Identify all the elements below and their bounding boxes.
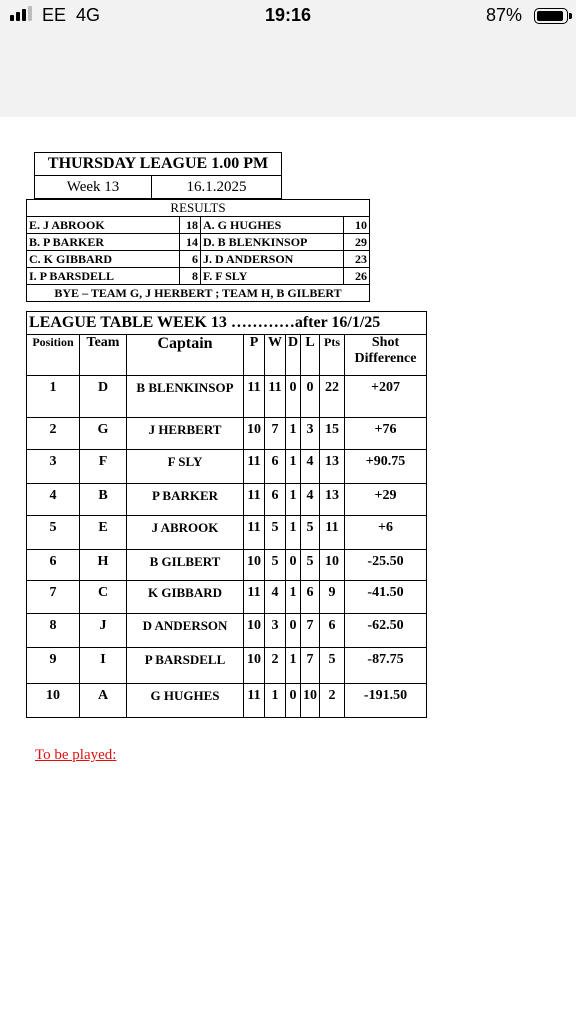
position-cell: 7	[27, 581, 80, 614]
to-be-played-link[interactable]: To be played:	[35, 747, 117, 763]
week-label: Week 13	[35, 176, 152, 199]
home-score: 18	[180, 217, 201, 234]
home-team: B. P BARKER	[27, 234, 180, 251]
position-cell: 1	[27, 376, 80, 418]
col-header-shot-difference: Shot Difference	[345, 335, 427, 376]
drawn-cell: 1	[286, 484, 301, 516]
points-cell: 10	[320, 550, 345, 581]
drawn-cell: 0	[286, 614, 301, 648]
drawn-cell: 1	[286, 418, 301, 450]
shot-difference-cell: +90.75	[345, 450, 427, 484]
drawn-cell: 1	[286, 450, 301, 484]
shot-difference-cell: +29	[345, 484, 427, 516]
team-cell: C	[80, 581, 127, 614]
captain-cell: J HERBERT	[127, 418, 244, 450]
home-score: 6	[180, 251, 201, 268]
away-team: J. D ANDERSON	[201, 251, 344, 268]
played-cell: 11	[244, 581, 265, 614]
won-cell: 5	[265, 550, 286, 581]
drawn-cell: 0	[286, 550, 301, 581]
played-cell: 11	[244, 684, 265, 718]
team-cell: H	[80, 550, 127, 581]
points-cell: 13	[320, 484, 345, 516]
shot-difference-cell: -41.50	[345, 581, 427, 614]
status-bar	[0, 0, 576, 117]
lost-cell: 3	[301, 418, 320, 450]
team-cell: A	[80, 684, 127, 718]
position-cell: 10	[27, 684, 80, 718]
table-row	[27, 684, 427, 718]
won-cell: 7	[265, 418, 286, 450]
lost-cell: 7	[301, 614, 320, 648]
won-cell: 5	[265, 516, 286, 550]
played-cell: 11	[244, 516, 265, 550]
played-cell: 11	[244, 484, 265, 516]
points-cell: 15	[320, 418, 345, 450]
position-cell: 3	[27, 450, 80, 484]
col-header-played: P	[244, 335, 265, 376]
lost-cell: 0	[301, 376, 320, 418]
table-row	[27, 484, 427, 516]
lost-cell: 7	[301, 648, 320, 684]
captain-cell: P BARSDELL	[127, 648, 244, 684]
home-team: I. P BARSDELL	[27, 268, 180, 285]
lost-cell: 5	[301, 550, 320, 581]
points-cell: 2	[320, 684, 345, 718]
team-cell: J	[80, 614, 127, 648]
away-score: 23	[344, 251, 370, 268]
away-team: A. G HUGHES	[201, 217, 344, 234]
away-score: 26	[344, 268, 370, 285]
col-header-drawn: D	[286, 335, 301, 376]
col-header-team: Team	[80, 335, 127, 376]
table-row	[27, 648, 427, 684]
away-team: D. B BLENKINSOP	[201, 234, 344, 251]
result-row	[27, 268, 370, 285]
won-cell: 1	[265, 684, 286, 718]
points-cell: 22	[320, 376, 345, 418]
date-label: 16.1.2025	[152, 176, 282, 199]
bye-note: BYE – TEAM G, J HERBERT ; TEAM H, B GILBERT	[27, 285, 370, 302]
shot-difference-cell: -25.50	[345, 550, 427, 581]
team-cell: E	[80, 516, 127, 550]
played-cell: 10	[244, 614, 265, 648]
played-cell: 10	[244, 418, 265, 450]
position-cell: 6	[27, 550, 80, 581]
played-cell: 11	[244, 376, 265, 418]
lost-cell: 4	[301, 450, 320, 484]
lost-cell: 6	[301, 581, 320, 614]
league-title: THURSDAY LEAGUE 1.00 PM	[35, 153, 282, 176]
result-row	[27, 217, 370, 234]
drawn-cell: 0	[286, 376, 301, 418]
clock: 19:16	[264, 5, 312, 25]
played-cell: 10	[244, 550, 265, 581]
away-score: 10	[344, 217, 370, 234]
col-header-lost: L	[301, 335, 320, 376]
league-header-table	[34, 152, 282, 199]
table-row	[27, 614, 427, 648]
position-cell: 9	[27, 648, 80, 684]
position-cell: 8	[27, 614, 80, 648]
points-cell: 5	[320, 648, 345, 684]
table-row	[27, 450, 427, 484]
shot-difference-cell: +6	[345, 516, 427, 550]
captain-cell: G HUGHES	[127, 684, 244, 718]
position-cell: 5	[27, 516, 80, 550]
position-cell: 4	[27, 484, 80, 516]
points-cell: 9	[320, 581, 345, 614]
battery-icon	[534, 8, 568, 24]
home-score: 14	[180, 234, 201, 251]
results-table	[26, 199, 370, 302]
won-cell: 3	[265, 614, 286, 648]
battery-percent: 87%	[485, 5, 522, 25]
captain-cell: K GIBBARD	[127, 581, 244, 614]
played-cell: 11	[244, 450, 265, 484]
drawn-cell: 1	[286, 581, 301, 614]
league-table-title: LEAGUE TABLE WEEK 13 …………after 16/1/25	[27, 312, 427, 335]
team-cell: B	[80, 484, 127, 516]
captain-cell: B BLENKINSOP	[127, 376, 244, 418]
shot-difference-cell: +76	[345, 418, 427, 450]
captain-cell: J ABROOK	[127, 516, 244, 550]
table-row	[27, 581, 427, 614]
network-type: 4G	[76, 5, 101, 25]
shot-difference-cell: +207	[345, 376, 427, 418]
table-row	[27, 418, 427, 450]
table-row	[27, 516, 427, 550]
lost-cell: 4	[301, 484, 320, 516]
carrier-label: EE 4G	[42, 5, 101, 25]
team-cell: I	[80, 648, 127, 684]
team-cell: G	[80, 418, 127, 450]
home-team: E. J ABROOK	[27, 217, 180, 234]
captain-cell: D ANDERSON	[127, 614, 244, 648]
won-cell: 11	[265, 376, 286, 418]
col-header-won: W	[265, 335, 286, 376]
shot-difference-cell: -87.75	[345, 648, 427, 684]
result-row	[27, 251, 370, 268]
result-row	[27, 234, 370, 251]
col-header-position: Position	[27, 335, 80, 376]
won-cell: 6	[265, 484, 286, 516]
col-header-points: Pts	[320, 335, 345, 376]
away-score: 29	[344, 234, 370, 251]
played-cell: 10	[244, 648, 265, 684]
col-header-captain: Captain	[127, 335, 244, 376]
won-cell: 2	[265, 648, 286, 684]
table-row	[27, 376, 427, 418]
points-cell: 13	[320, 450, 345, 484]
away-team: F. F SLY	[201, 268, 344, 285]
points-cell: 6	[320, 614, 345, 648]
team-cell: F	[80, 450, 127, 484]
league-table	[26, 311, 427, 718]
captain-cell: P BARKER	[127, 484, 244, 516]
position-cell: 2	[27, 418, 80, 450]
won-cell: 6	[265, 450, 286, 484]
points-cell: 11	[320, 516, 345, 550]
lost-cell: 10	[301, 684, 320, 718]
table-row	[27, 550, 427, 581]
drawn-cell: 1	[286, 516, 301, 550]
home-team: C. K GIBBARD	[27, 251, 180, 268]
shot-difference-cell: -191.50	[345, 684, 427, 718]
drawn-cell: 0	[286, 684, 301, 718]
results-heading: RESULTS	[27, 200, 370, 217]
captain-cell: F SLY	[127, 450, 244, 484]
captain-cell: B GILBERT	[127, 550, 244, 581]
team-cell: D	[80, 376, 127, 418]
home-score: 8	[180, 268, 201, 285]
drawn-cell: 1	[286, 648, 301, 684]
shot-difference-cell: -62.50	[345, 614, 427, 648]
lost-cell: 5	[301, 516, 320, 550]
won-cell: 4	[265, 581, 286, 614]
